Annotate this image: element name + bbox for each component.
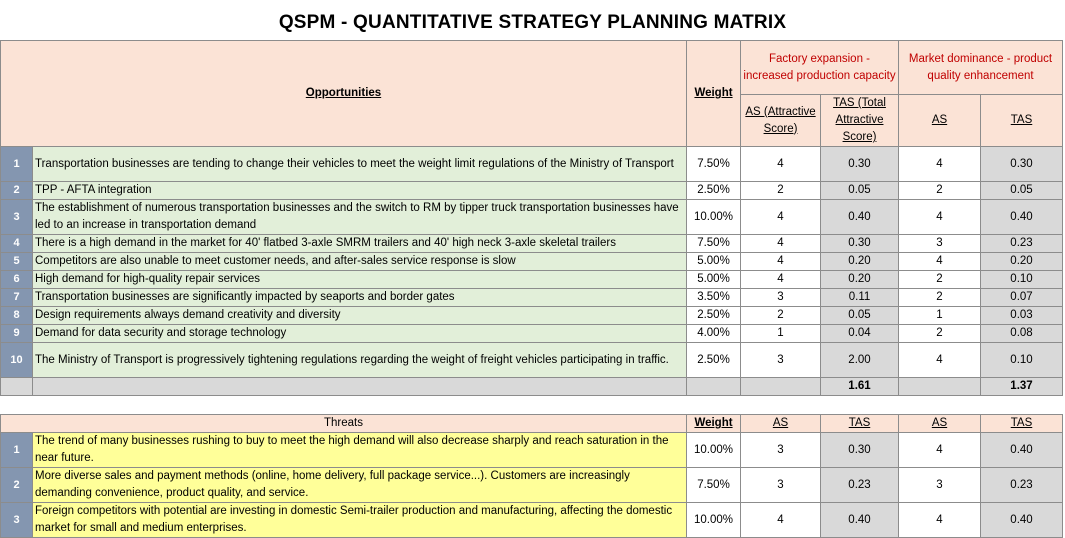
- page-title: QSPM - QUANTITATIVE STRATEGY PLANNING MATRIX: [278, 12, 787, 33]
- tas1-cell: 0.40: [821, 200, 899, 235]
- as2-cell: 4: [899, 147, 981, 182]
- as2-cell: 4: [899, 433, 981, 468]
- table-row: [1, 182, 1063, 200]
- row-number: 8: [1, 307, 33, 325]
- as1-cell: 2: [741, 182, 821, 200]
- tas2-cell: 0.40: [981, 503, 1063, 538]
- tas2-cell: 0.10: [981, 271, 1063, 289]
- weight-cell: 10.00%: [687, 433, 741, 468]
- threats-weight-header: Weight: [687, 415, 741, 433]
- as2-cell: 3: [899, 468, 981, 503]
- tas2-cell: 0.40: [981, 433, 1063, 468]
- as2-cell: 2: [899, 289, 981, 307]
- row-number: 1: [1, 147, 33, 182]
- threats-table: [0, 414, 1063, 538]
- weight-cell: 2.50%: [687, 182, 741, 200]
- tas2-cell: 0.40: [981, 200, 1063, 235]
- as-header-1: AS (Attractive Score): [741, 95, 821, 147]
- tas2-cell: 0.05: [981, 182, 1063, 200]
- tas1-cell: 0.05: [821, 182, 899, 200]
- table-row: [1, 235, 1063, 253]
- as1-cell: 3: [741, 433, 821, 468]
- row-number: 9: [1, 325, 33, 343]
- row-number: 1: [1, 433, 33, 468]
- row-number: 2: [1, 182, 33, 200]
- total-tas2: 1.37: [981, 378, 1063, 396]
- table-row: [1, 271, 1063, 289]
- weight-cell: 7.50%: [687, 147, 741, 182]
- threats-as-header-1: AS: [741, 415, 821, 433]
- table-row: [1, 433, 1063, 468]
- tas-header-2: TAS: [981, 95, 1063, 147]
- weight-cell: 10.00%: [687, 200, 741, 235]
- weight-cell: 5.00%: [687, 253, 741, 271]
- as1-cell: 4: [741, 253, 821, 271]
- tas1-cell: 0.30: [821, 147, 899, 182]
- as2-cell: 4: [899, 200, 981, 235]
- tas2-cell: 0.10: [981, 343, 1063, 378]
- weight-cell: 2.50%: [687, 307, 741, 325]
- factor-text: High demand for high-quality repair services: [33, 271, 687, 289]
- row-number: 5: [1, 253, 33, 271]
- weight-header: [687, 41, 741, 147]
- row-number: 3: [1, 200, 33, 235]
- table-row: [1, 200, 1063, 235]
- table-row: [1, 468, 1063, 503]
- threats-tas-header-1: TAS: [821, 415, 899, 433]
- weight-cell: 4.00%: [687, 325, 741, 343]
- totals-blank: [1, 378, 33, 396]
- weight-cell: 5.00%: [687, 271, 741, 289]
- table-row: [1, 503, 1063, 538]
- row-number: 3: [1, 503, 33, 538]
- as1-cell: 3: [741, 343, 821, 378]
- strategy2-header: Market dominance - product quality enhancement: [899, 41, 1063, 95]
- as1-cell: 2: [741, 307, 821, 325]
- as2-cell: 4: [899, 343, 981, 378]
- tas1-cell: 0.20: [821, 271, 899, 289]
- tas2-cell: 0.20: [981, 253, 1063, 271]
- table-row: [1, 289, 1063, 307]
- opportunities-header-label: Opportunities: [305, 87, 382, 99]
- tas2-cell: 0.23: [981, 235, 1063, 253]
- factor-text: The trend of many businesses rushing to buy to meet the high demand will also decrease sharply and reach saturation in the near future.: [33, 433, 687, 468]
- tas1-cell: 0.23: [821, 468, 899, 503]
- factor-text: Competitors are also unable to meet customer needs, and after-sales service response is slow: [33, 253, 687, 271]
- tas1-cell: 0.11: [821, 289, 899, 307]
- as1-cell: 4: [741, 271, 821, 289]
- tas1-cell: 0.05: [821, 307, 899, 325]
- threats-header: Threats: [1, 415, 687, 433]
- table-row: [1, 343, 1063, 378]
- row-number: 7: [1, 289, 33, 307]
- tas2-cell: 0.07: [981, 289, 1063, 307]
- table-row: [1, 253, 1063, 271]
- as1-cell: 4: [741, 503, 821, 538]
- totals-blank: [33, 378, 687, 396]
- factor-text: The Ministry of Transport is progressively tightening regulations regarding the weight of freight vehicles participating in traffic.: [33, 343, 687, 378]
- as2-cell: 3: [899, 235, 981, 253]
- factor-text: Transportation businesses are tending to change their vehicles to meet the weight limit regulations of the Ministry of Transport: [33, 147, 687, 182]
- tas1-cell: 0.30: [821, 235, 899, 253]
- strategy1-header: Factory expansion - increased production capacity: [741, 41, 899, 95]
- as1-cell: 4: [741, 200, 821, 235]
- weight-header-label: Weight: [694, 87, 733, 99]
- as1-cell: 1: [741, 325, 821, 343]
- tas2-cell: 0.30: [981, 147, 1063, 182]
- totals-blank: [899, 378, 981, 396]
- threats-as-header-2: AS: [899, 415, 981, 433]
- weight-cell: 7.50%: [687, 235, 741, 253]
- tas1-cell: 0.04: [821, 325, 899, 343]
- as1-cell: 3: [741, 468, 821, 503]
- row-number: 6: [1, 271, 33, 289]
- factor-text: The establishment of numerous transportation businesses and the switch to RM by tipper truck transportation businesses have led to an increase in transportation demand: [33, 200, 687, 235]
- factor-text: Demand for data security and storage technology: [33, 325, 687, 343]
- row-number: 10: [1, 343, 33, 378]
- as2-cell: 4: [899, 253, 981, 271]
- totals-blank: [687, 378, 741, 396]
- totals-blank: [741, 378, 821, 396]
- as2-cell: 2: [899, 271, 981, 289]
- tas1-cell: 0.30: [821, 433, 899, 468]
- total-tas1: 1.61: [821, 378, 899, 396]
- as1-cell: 3: [741, 289, 821, 307]
- tas2-cell: 0.08: [981, 325, 1063, 343]
- as2-cell: 4: [899, 503, 981, 538]
- weight-cell: 7.50%: [687, 468, 741, 503]
- opportunities-header: [1, 41, 687, 147]
- factor-text: Foreign competitors with potential are investing in domestic Semi-trailer production and manufacturing, affecting the domestic market for small and medium enterprises.: [33, 503, 687, 538]
- weight-cell: 2.50%: [687, 343, 741, 378]
- row-number: 4: [1, 235, 33, 253]
- as2-cell: 2: [899, 325, 981, 343]
- factor-text: TPP - AFTA integration: [33, 182, 687, 200]
- qspm-table: [0, 40, 1063, 396]
- factor-text: More diverse sales and payment methods (online, home delivery, full package service...). Customers are increasingly demanding convenience, product quality, and service.: [33, 468, 687, 503]
- totals-row: [1, 378, 1063, 396]
- tas1-cell: 0.40: [821, 503, 899, 538]
- tas1-cell: 0.20: [821, 253, 899, 271]
- table-row: [1, 147, 1063, 182]
- factor-text: Transportation businesses are significantly impacted by seaports and border gates: [33, 289, 687, 307]
- as2-cell: 1: [899, 307, 981, 325]
- as1-cell: 4: [741, 235, 821, 253]
- table-row: [1, 307, 1063, 325]
- tas1-cell: 2.00: [821, 343, 899, 378]
- row-number: 2: [1, 468, 33, 503]
- factor-text: There is a high demand in the market for 40' flatbed 3-axle SMRM trailers and 40' high neck 3-axle skeletal trailers: [33, 235, 687, 253]
- weight-cell: 3.50%: [687, 289, 741, 307]
- factor-text: Design requirements always demand creativity and diversity: [33, 307, 687, 325]
- tas-header-1: TAS (Total Attractive Score): [821, 95, 899, 147]
- weight-cell: 10.00%: [687, 503, 741, 538]
- tas2-cell: 0.03: [981, 307, 1063, 325]
- tas2-cell: 0.23: [981, 468, 1063, 503]
- as-header-2: AS: [899, 95, 981, 147]
- as2-cell: 2: [899, 182, 981, 200]
- table-row: [1, 325, 1063, 343]
- as1-cell: 4: [741, 147, 821, 182]
- threats-tas-header-2: TAS: [981, 415, 1063, 433]
